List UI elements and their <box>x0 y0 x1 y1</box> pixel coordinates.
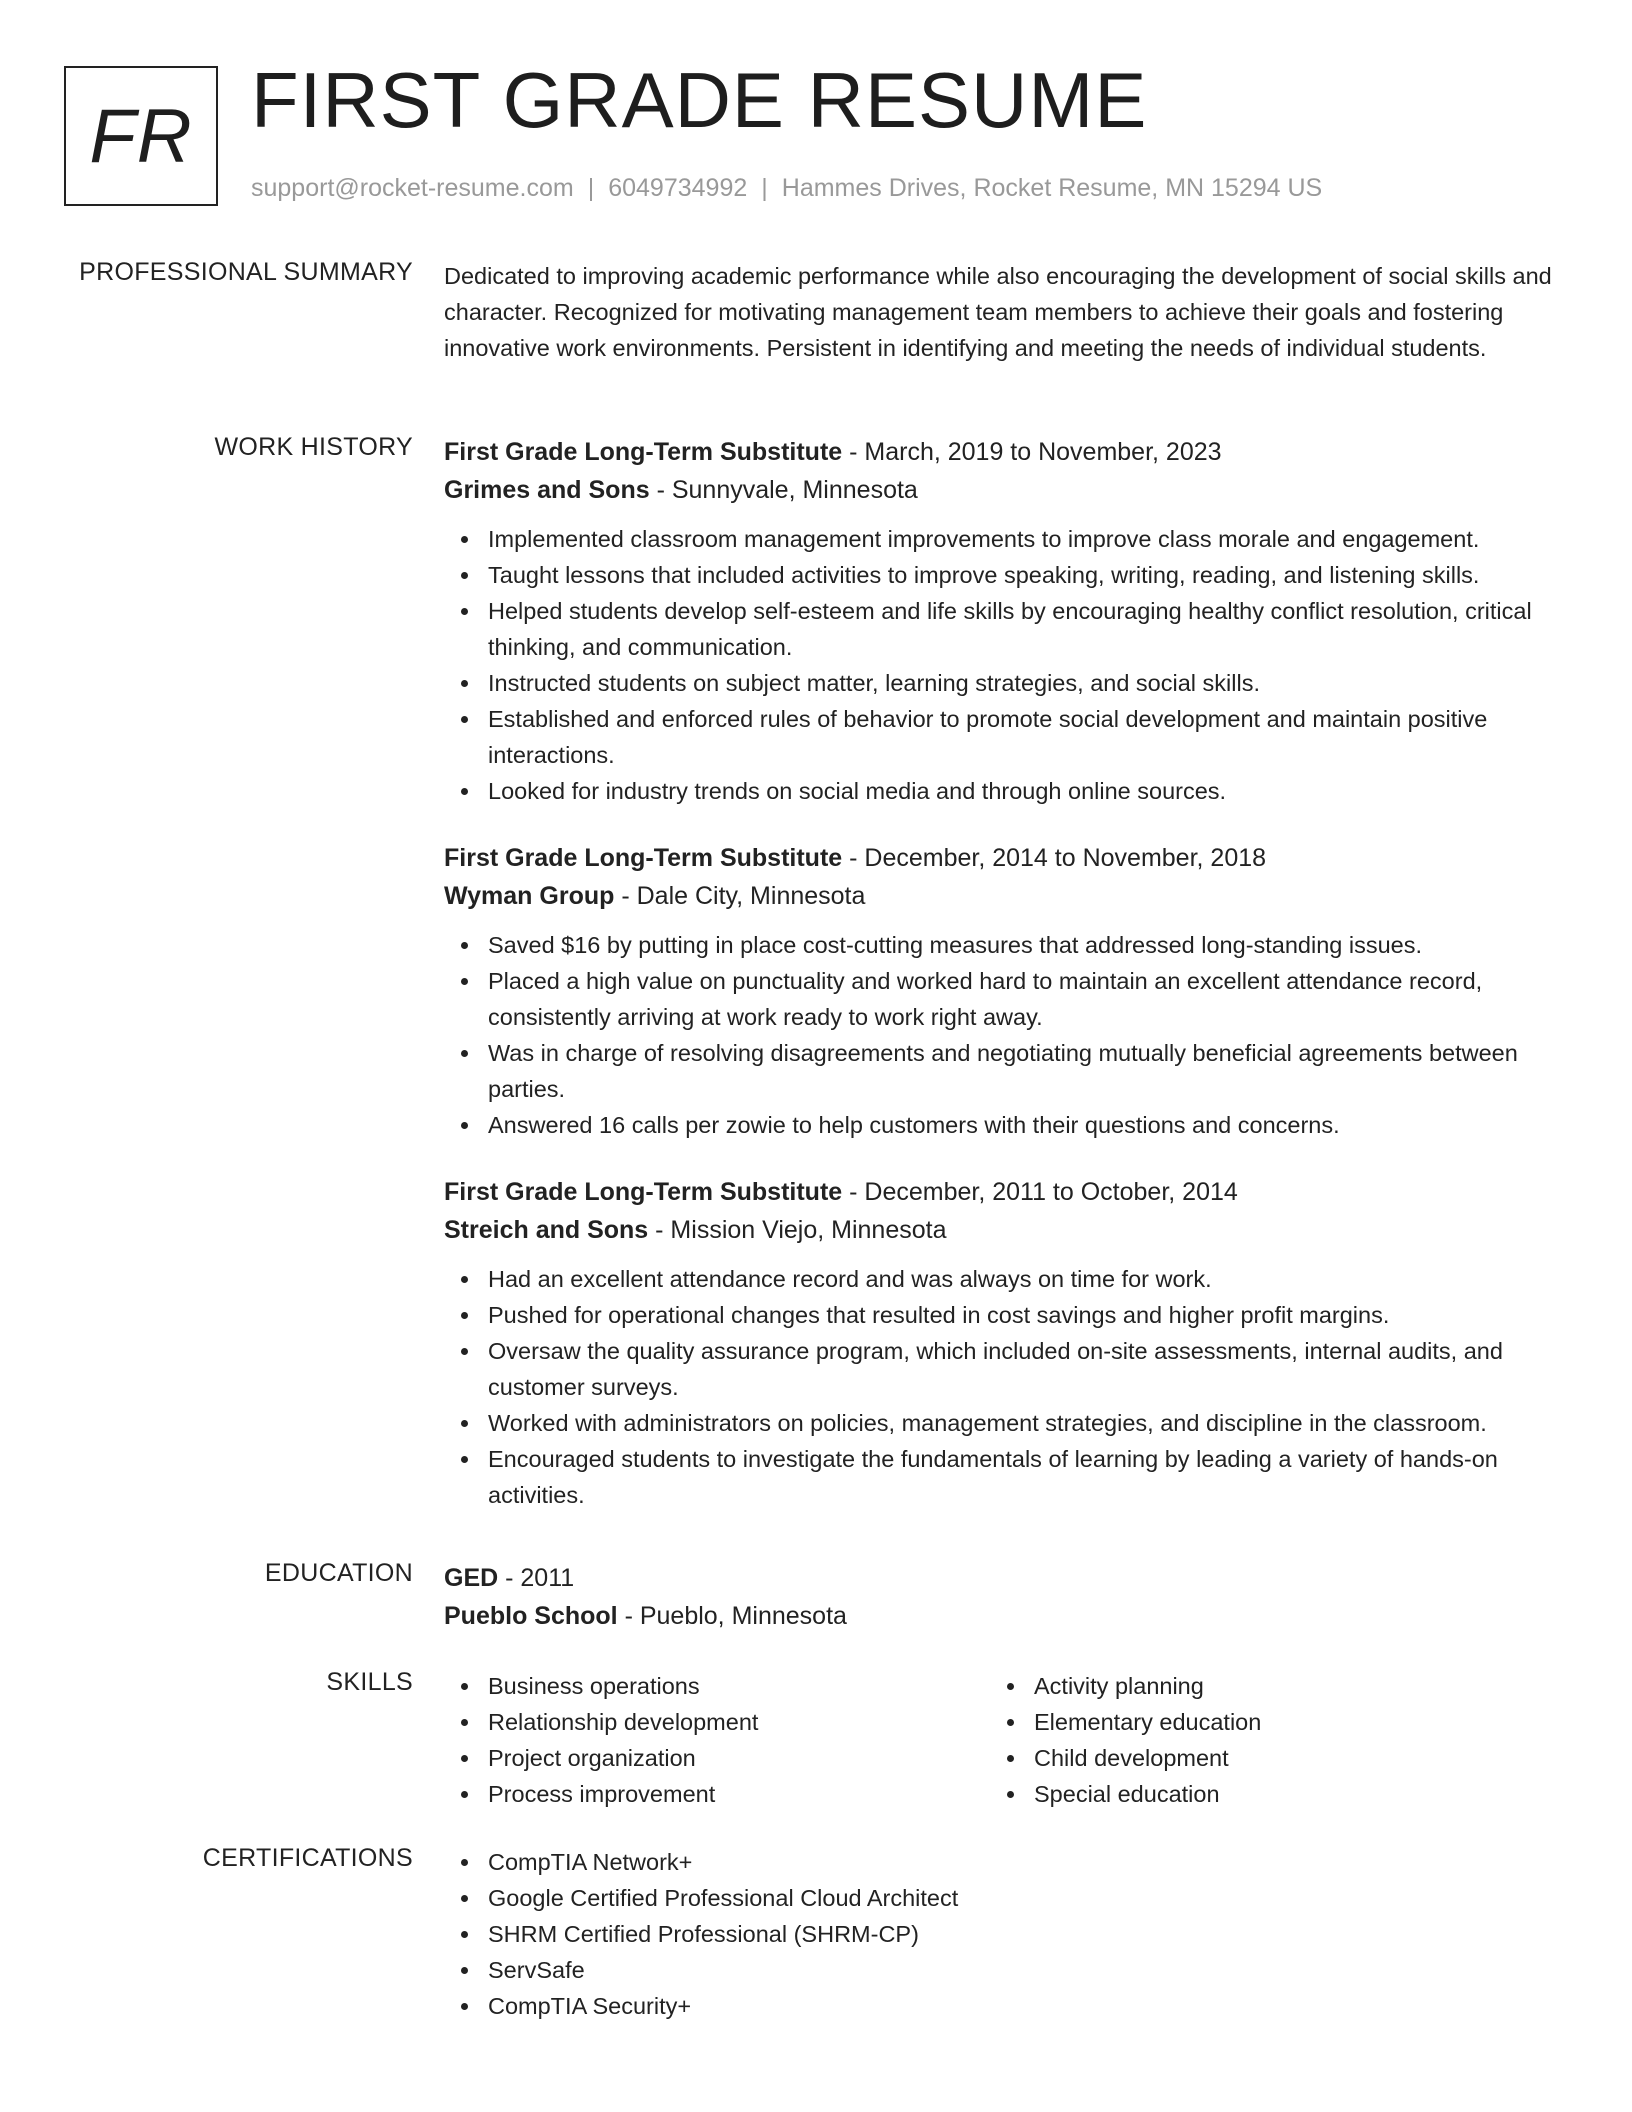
list-item: SHRM Certified Professional (SHRM-CP) <box>444 1916 1564 1952</box>
list-item: Special education <box>990 1776 1536 1812</box>
education-year: - 2011 <box>498 1564 575 1592</box>
job-dates: - December, 2014 to November, 2018 <box>842 844 1267 872</box>
section-label-education: EDUCATION <box>264 1559 413 1587</box>
job-company: Grimes and Sons <box>444 476 650 504</box>
list-item: Activity planning <box>990 1668 1536 1704</box>
list-item: Helped students develop self-esteem and life skills by encouraging healthy conflict resolution, critical thinking, and communication. <box>444 593 1564 665</box>
job-bullets <box>444 521 1564 809</box>
list-item: Had an excellent attendance record and was always on time for work. <box>444 1261 1564 1297</box>
job-title: First Grade Long-Term Substitute <box>444 844 843 872</box>
contact-phone[interactable]: 6049734992 <box>608 174 748 202</box>
list-item: Project organization <box>444 1740 990 1776</box>
contact-email[interactable]: support@rocket-resume.com <box>251 174 574 202</box>
skills-list-right <box>990 1668 1536 1812</box>
job-location: - Dale City, Minnesota <box>614 882 866 910</box>
contact-separator: | <box>761 174 768 202</box>
contact-line <box>251 174 1322 203</box>
list-item: Business operations <box>444 1668 990 1704</box>
job-title: First Grade Long-Term Substitute <box>444 1178 843 1206</box>
section-label-skills: SKILLS <box>326 1668 413 1696</box>
list-item: Established and enforced rules of behavior to promote social development and maintain positive interactions. <box>444 701 1564 773</box>
list-item: Instructed students on subject matter, learning strategies, and social skills. <box>444 665 1564 701</box>
list-item: Elementary education <box>990 1704 1536 1740</box>
job-bullets <box>444 1261 1564 1513</box>
list-item: Child development <box>990 1740 1536 1776</box>
section-label-work-history: WORK HISTORY <box>214 433 413 461</box>
list-item: Answered 16 calls per zowie to help customers with their questions and concerns. <box>444 1107 1564 1143</box>
list-item: Encouraged students to investigate the fundamentals of learning by leading a variety of hands-on activities. <box>444 1441 1564 1513</box>
resume-title: FIRST GRADE RESUME <box>251 56 1148 144</box>
certifications-list <box>444 1844 1564 2024</box>
job-company: Wyman Group <box>444 882 615 910</box>
list-item: Implemented classroom management improvements to improve class morale and engagement. <box>444 521 1564 557</box>
job-title: First Grade Long-Term Substitute <box>444 438 843 466</box>
list-item: ServSafe <box>444 1952 1564 1988</box>
education-location: - Pueblo, Minnesota <box>617 1602 847 1630</box>
list-item: Saved $16 by putting in place cost-cutting measures that addressed long-standing issues. <box>444 927 1564 963</box>
list-item: Looked for industry trends on social media and through online sources. <box>444 773 1564 809</box>
list-item: Placed a high value on punctuality and worked hard to maintain an excellent attendance record, consistently arriving at work ready to work right away. <box>444 963 1564 1035</box>
list-item: CompTIA Network+ <box>444 1844 1564 1880</box>
contact-address: Hammes Drives, Rocket Resume, MN 15294 US <box>781 174 1323 202</box>
list-item: Relationship development <box>444 1704 990 1740</box>
monogram-logo: FR <box>64 66 218 206</box>
skills-list-left <box>444 1668 990 1812</box>
list-item: Was in charge of resolving disagreements and negotiating mutually beneficial agreements between parties. <box>444 1035 1564 1107</box>
education-school: Pueblo School <box>444 1602 618 1630</box>
list-item: Taught lessons that included activities to improve speaking, writing, reading, and listening skills. <box>444 557 1564 593</box>
contact-separator: | <box>587 174 595 202</box>
summary-text: Dedicated to improving academic performance while also encouraging the development of social skills and character. Recognized for motivating management team members to achieve their goals and fostering innovative work environments. Persistent in identifying and meeting the needs of individual students. <box>444 263 1552 361</box>
list-item: Google Certified Professional Cloud Architect <box>444 1880 1564 1916</box>
education-degree: GED <box>444 1564 499 1592</box>
job-dates: - March, 2019 to November, 2023 <box>842 438 1222 466</box>
job-company: Streich and Sons <box>444 1216 649 1244</box>
list-item: Process improvement <box>444 1776 990 1812</box>
job-location: - Sunnyvale, Minnesota <box>649 476 918 504</box>
job-bullets <box>444 927 1564 1143</box>
section-label-certifications: CERTIFICATIONS <box>202 1844 413 1872</box>
job-location: - Mission Viejo, Minnesota <box>648 1216 947 1244</box>
job-entry <box>444 433 1564 809</box>
list-item: Pushed for operational changes that resulted in cost savings and higher profit margins. <box>444 1297 1564 1333</box>
job-dates: - December, 2011 to October, 2014 <box>842 1178 1238 1206</box>
list-item: Worked with administrators on policies, management strategies, and discipline in the classroom. <box>444 1405 1564 1441</box>
job-entry <box>444 1173 1564 1513</box>
job-entry <box>444 839 1564 1143</box>
list-item: CompTIA Security+ <box>444 1988 1564 2024</box>
section-label-summary: PROFESSIONAL SUMMARY <box>79 258 413 286</box>
list-item: Oversaw the quality assurance program, which included on-site assessments, internal audits, and customer surveys. <box>444 1333 1564 1405</box>
